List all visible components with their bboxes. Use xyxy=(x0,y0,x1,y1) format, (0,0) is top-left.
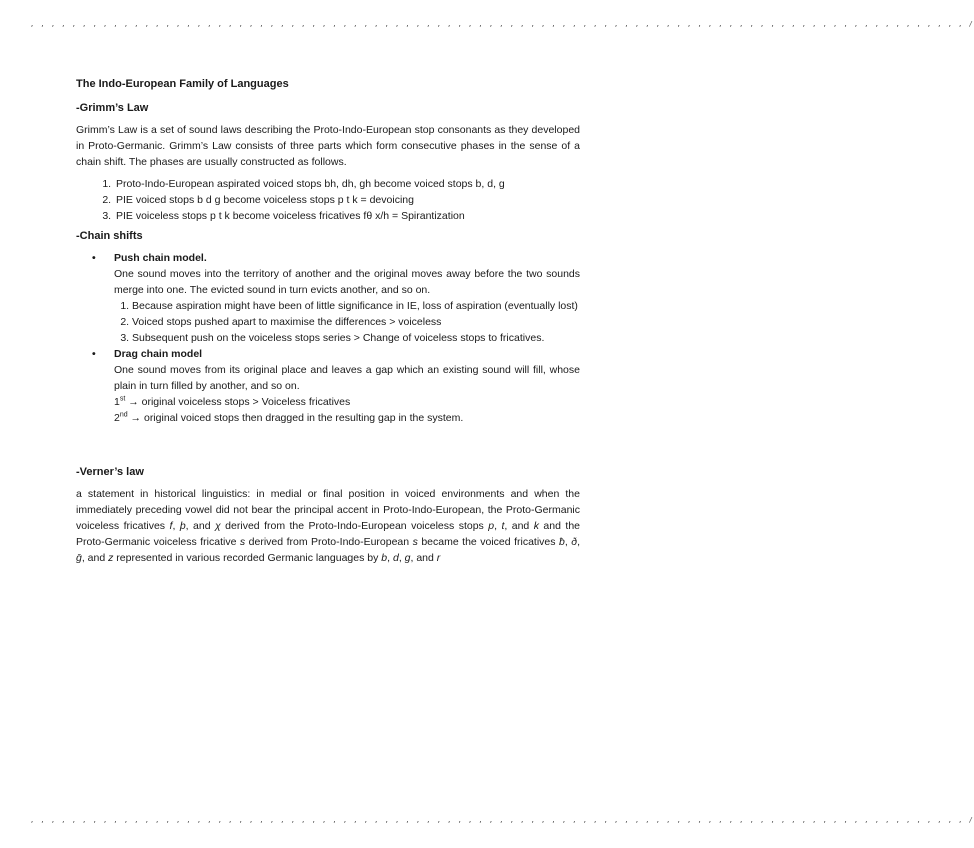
drag-chain-title: • Drag chain model xyxy=(114,348,203,360)
chain-models-list xyxy=(76,250,580,426)
list-item: 1. Because aspiration might have been of little significance in IE, loss of aspiration (eventually lost) xyxy=(132,298,580,314)
document-page xyxy=(76,76,580,572)
push-chain-item xyxy=(114,250,580,346)
list-item: 2. Voiced stops pushed apart to maximise the differences > voiceless xyxy=(132,314,580,330)
list-item: 2. PIE voiced stops b d g become voiceless stops p t k = devoicing xyxy=(114,192,580,208)
push-chain-title: • Push chain model. xyxy=(114,252,207,264)
drag-chain-text: One sound moves from its original place and leaves a gap which an existing sound will fill, whose plain in turn filled by another, and so on. xyxy=(114,364,580,392)
bottom-decorative-border: ‚ ‚ ‚ ‚ ‚ ‚ ‚ ‚ ‚ ‚ ‚ ‚ ‚ ‚ ‚ ‚ ‚ ‚ ‚ ‚ ‚ ‚ ‚ ‚ ‚ ‚ ‚ ‚ ‚ ‚ ‚ ‚ ‚ ‚ ‚ ‚ ‚ ‚ ‚ ‚ ‚ ‚ ‚ ‚ ‚ ‚ ‚ ‚ ‚ ‚ ‚ ‚ ‚ ‚ ‚ ‚ ‚ ‚ ‚ ‚ ‚ ‚ ‚ ‚ ‚ ‚ ‚ ‚ ‚ ‚ ‚ ‚ ‚ ‚ ‚ ‚ ‚ ‚ ‚ ‚ ‚ ‚ ‚ ‚ ‚ ‚ ‚ ‚ ‚ ‚ / xyxy=(30,816,974,824)
grimm-heading: -Grimm’s Law xyxy=(76,102,149,114)
verner-paragraph: a statement in historical linguistics: in medial or final position in voiced environments and when the immediately preceding vowel did not bear the principal accent in Proto-Indo-European, the Proto-Germanic voiceless fricatives f, þ, and χ derived from the Proto-Indo-European voiceless stops p, t, and k and the Proto-Germanic voiceless fricative s derived from Proto-Indo-European s became the voiced fricatives ƀ, ð, ḡ, and z represented in various recorded Germanic languages by b, d, g, and r xyxy=(76,488,581,564)
verner-heading: -Verner’s law xyxy=(76,466,144,478)
drag-second-step: 2nd → original voiced stops then dragged in the resulting gap in the system. xyxy=(114,411,464,424)
chain-shifts-heading: -Chain shifts xyxy=(76,230,143,242)
top-decorative-border: ‚ ‚ ‚ ‚ ‚ ‚ ‚ ‚ ‚ ‚ ‚ ‚ ‚ ‚ ‚ ‚ ‚ ‚ ‚ ‚ ‚ ‚ ‚ ‚ ‚ ‚ ‚ ‚ ‚ ‚ ‚ ‚ ‚ ‚ ‚ ‚ ‚ ‚ ‚ ‚ ‚ ‚ ‚ ‚ ‚ ‚ ‚ ‚ ‚ ‚ ‚ ‚ ‚ ‚ ‚ ‚ ‚ ‚ ‚ ‚ ‚ ‚ ‚ ‚ ‚ ‚ ‚ ‚ ‚ ‚ ‚ ‚ ‚ ‚ ‚ ‚ ‚ ‚ ‚ ‚ ‚ ‚ ‚ ‚ ‚ ‚ ‚ ‚ ‚ ‚ / xyxy=(30,20,974,28)
list-item: 1. Proto-Indo-European aspirated voiced stops bh, dh, gh become voiced stops b, d, g xyxy=(114,176,580,192)
drag-chain-item xyxy=(114,346,580,426)
push-chain-steps xyxy=(114,298,580,346)
document-title: The Indo-European Family of Languages xyxy=(76,78,289,90)
list-item: 3. Subsequent push on the voiceless stops series > Change of voiceless stops to fricatives. xyxy=(132,330,580,346)
push-chain-text: One sound moves into the territory of another and the original moves away before the two sounds merge into one. The evicted sound in turn evicts another, and so on. xyxy=(114,268,580,296)
list-item: 3. PIE voiceless stops p t k become voiceless fricatives fθ x/h = Spirantization xyxy=(114,208,580,224)
drag-first-step: 1st → original voiceless stops > Voiceless fricatives xyxy=(114,395,351,408)
grimm-phases-list xyxy=(76,176,580,224)
grimm-intro: Grimm’s Law is a set of sound laws describing the Proto-Indo-European stop consonants as they developed in Proto-Germanic. Grimm’s Law consists of three parts which form consecutive phases in the sense of a chain shift. The phases are usually constructed as follows. xyxy=(76,124,580,168)
